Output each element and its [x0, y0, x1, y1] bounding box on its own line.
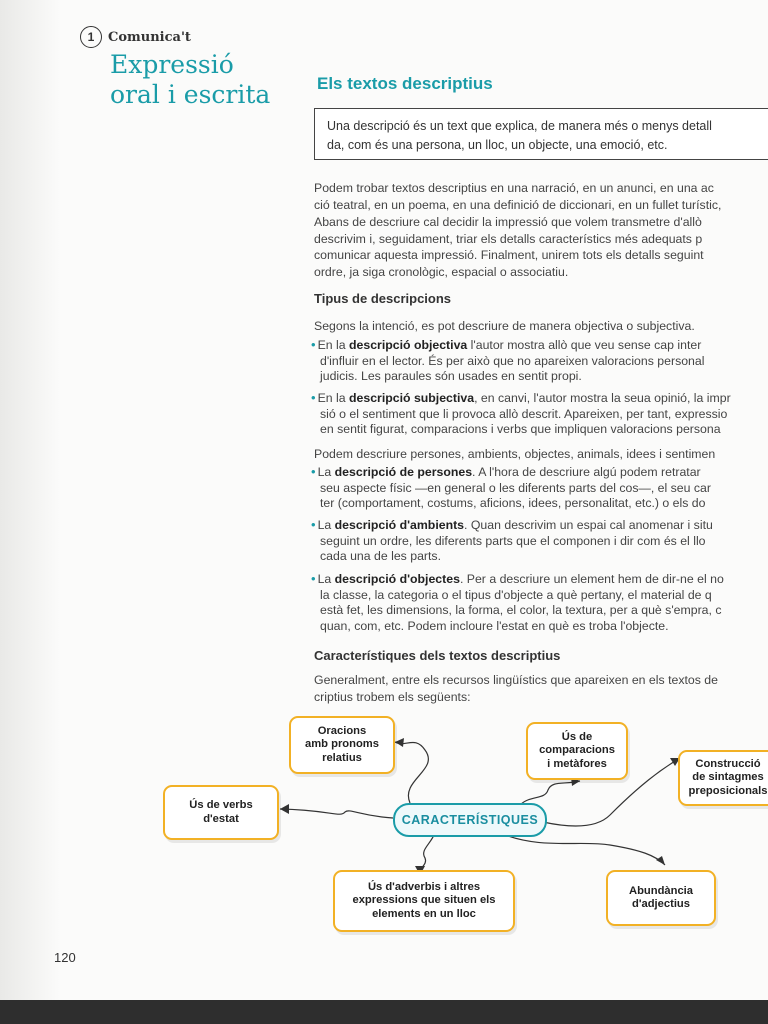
text-line: Podem trobar textos descriptius en una narració, en un anunci, en una ac	[314, 181, 714, 195]
connector-adjectius	[500, 833, 665, 865]
page-number: 120	[54, 950, 76, 965]
tipus-heading: Tipus de descripcions	[314, 291, 452, 306]
node-adjectius: Abundància d'adjectius	[606, 870, 716, 926]
caract-heading: Característiques dels textos descriptius	[314, 648, 561, 663]
definition-line: da, com és una persona, un lloc, un objecte, una emoció, etc.	[327, 138, 668, 152]
bullet-objectes: • La descripció d'objectes. Per a descriure un element hem de dir-ne el no la classe, la categoria o el tipus d'objecte a què pertany, el material de q està fet, les dimensions, la forma, el color, la textura, per a què s'empra, c quan, com, etc. Podem incloure l'estat en què es troba l'objecte.	[311, 571, 724, 633]
arrowhead	[395, 738, 404, 747]
text-line: Abans de descriure cal decidir la impressió que volem transmetre d'allò	[314, 215, 702, 229]
node-sintagmes: Construcció de sintagmes preposicionals	[678, 750, 768, 806]
node-oracions: Oracions amb pronoms relatius	[289, 716, 395, 774]
arrowhead	[280, 804, 289, 814]
chapter-number: 1	[80, 26, 102, 48]
node-verbs: Ús de verbs d'estat	[163, 785, 279, 840]
definition-line: Una descripció és un text que explica, de manera més o menys detall	[327, 119, 712, 133]
bullet-subjectiva: • En la descripció subjectiva, en canvi, l'autor mostra la seua opinió, la impr sió o el sentiment que li provoca allò descrit. Apareixen, per tant, expressio en sentit figurat, comparacions i verbs que impliquen valoracions persona	[311, 390, 731, 436]
text-line: Podem descriure persones, ambients, objectes, animals, idees i sentimen	[314, 447, 716, 461]
text-line: ció teatral, en un poema, en una definició de diccionari, en un fullet turístic,	[314, 197, 722, 212]
bullet-ambients: • La descripció d'ambients. Quan descrivim un espai cal anomenar i situ seguint un ordre, les diferents parts que el componen i dir com és el llo cada una de les parts.	[311, 517, 713, 563]
text-line: descrivim i, seguidament, triar els detalls característics més adequats p	[314, 231, 703, 246]
connector-oracions	[395, 742, 428, 803]
connector-verbs	[280, 809, 393, 818]
page-bottom-edge	[0, 1000, 768, 1024]
page-title: Els textos descriptius	[317, 74, 493, 93]
text-line: comunicar aquesta impressió. Finalment, unirem tots els detalls seguint	[314, 248, 704, 262]
section-title-line2: oral i escrita	[110, 80, 271, 109]
text-line: Generalment, entre els recursos lingüístics que apareixen en els textos de	[314, 673, 718, 687]
node-adverbis: Ús d'adverbis i altres expressions que situen els elements en un lloc	[333, 870, 515, 932]
text-line: ordre, ja siga cronològic, espacial o associatiu.	[314, 264, 569, 279]
section-title-line1: Expressió	[110, 50, 234, 79]
connector-comparacions	[520, 781, 580, 805]
text-line: criptius trobem els següents:	[314, 689, 471, 704]
bullet-persones: • La descripció de persones. A l'hora de descriure algú podem retratar seu aspecte físic —en general o les diferents parts del cos—, el seu car ter (comportament, costums, aficions, idees, personalitat, etc.) o els do	[311, 464, 711, 510]
mindmap-center: CARACTERÍSTIQUES	[393, 803, 547, 837]
node-comparacions: Ús de comparacions i metàfores	[526, 722, 628, 780]
bullet-objectiva: • En la descripció objectiva l'autor mostra allò que veu sense cap inter d'influir en el lector. És per això que no apareixen valoracions personal judicis. Les paraules són usades en sentit propi.	[311, 337, 705, 383]
chapter-label: Comunica't	[108, 29, 191, 45]
arrowhead	[656, 856, 665, 865]
text-line: Segons la intenció, es pot descriure de manera objectiva o subjectiva.	[314, 319, 695, 333]
